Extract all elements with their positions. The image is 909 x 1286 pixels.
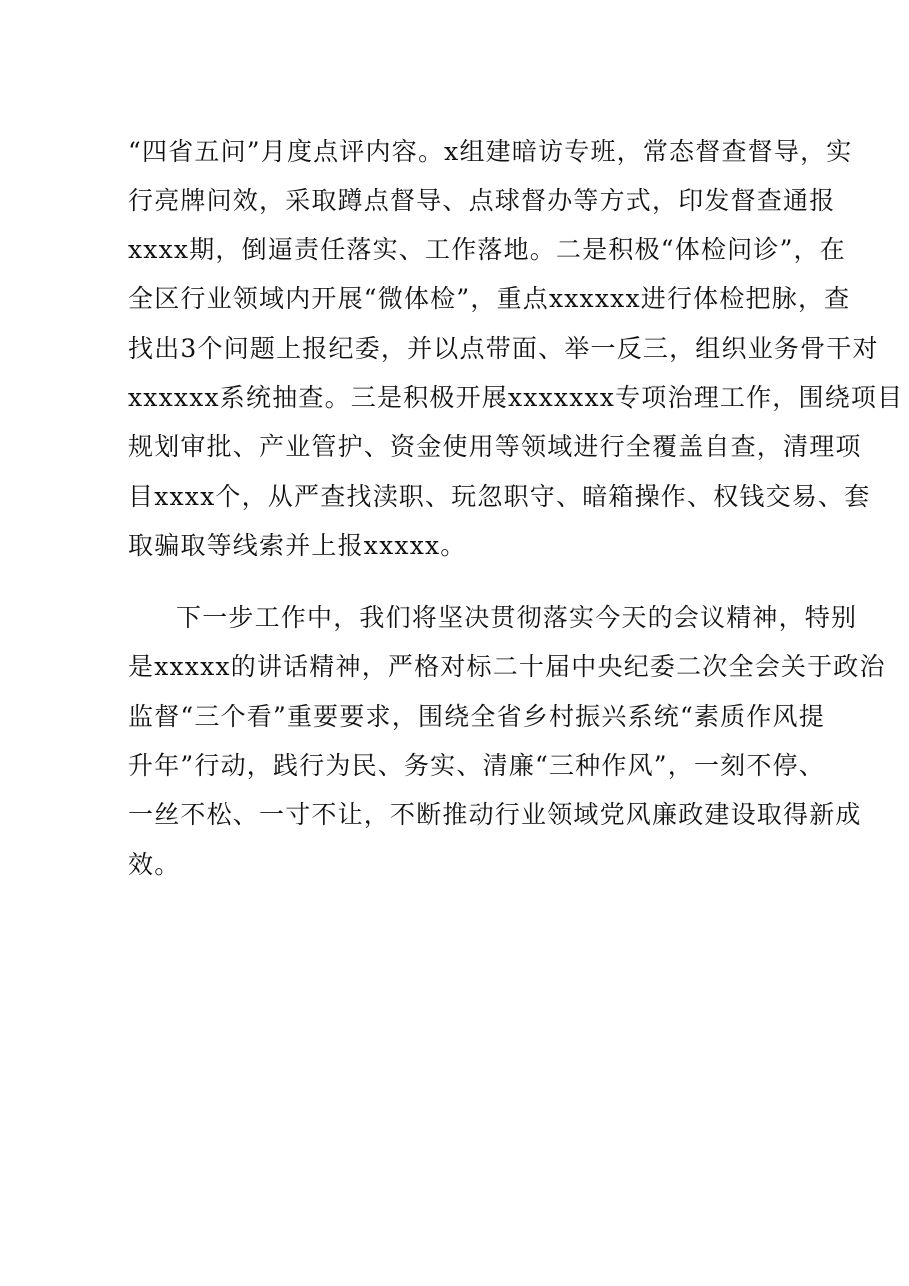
text-line: 监督“三个看”重要要求，围绕全省乡村振兴系统“素质作风提 [128,702,825,731]
text-line: 取骗取等线索并上报xxxxx。 [128,531,467,560]
text-line: 找出3个问题上报纪委，并以点带面、举一反三，组织业务骨干对 [128,334,879,363]
text-line: 下一步工作中，我们将坚决贯彻落实今天的会议精神，特别 [176,603,858,632]
text-line: 行亮牌问效，采取蹲点督导、点球督办等方式，印发督查通报 [128,186,836,215]
text-line: xxxx期，倒逼责任落实、工作落地。二是积极“体检问诊”，在 [128,235,846,264]
text-line: 升年”行动，践行为民、务实、清廉“三种作风”，一刻不停、 [128,751,825,780]
text-line: 目xxxx个，从严查找渎职、玩忽职守、暗箱操作、权钱交易、套 [128,482,871,511]
text-line: xxxxxx系统抽查。三是积极开展xxxxxxx专项治理工作，围绕项目 [128,383,904,412]
text-line: 效。 [128,850,181,879]
text-line: “四省五问”月度点评内容。x组建暗访专班，常态督查督导，实 [128,137,853,166]
text-line: 是xxxxx的讲话精神，严格对标二十届中央纪委二次全会关于政治 [128,652,886,681]
text-line: 规划审批、产业管护、资金使用等领域进行全覆盖自查，清理项 [128,432,862,461]
text-line: 一丝不松、一寸不让，不断推动行业领域党风廉政建设取得新成 [128,800,862,829]
text-line: 全区行业领域内开展“微体检”，重点xxxxxx进行体检把脉，查 [128,284,851,313]
